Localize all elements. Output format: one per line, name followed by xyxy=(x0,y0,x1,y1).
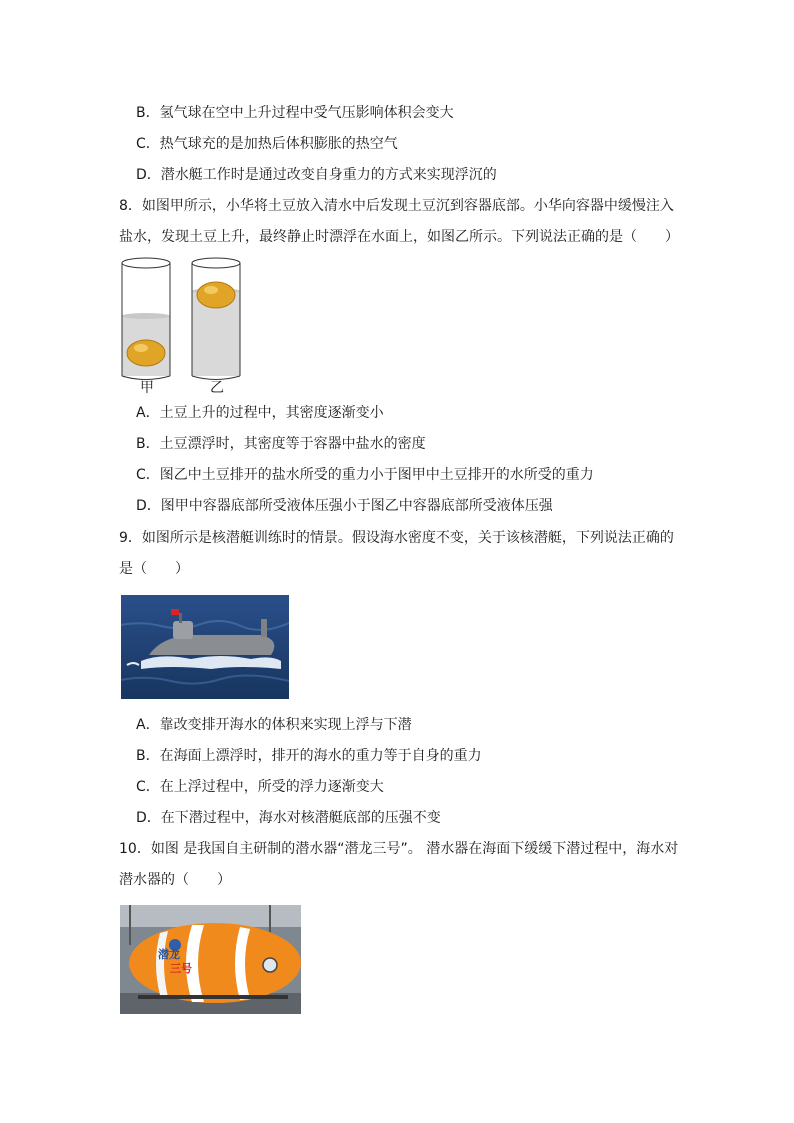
q8-option-c: C．图乙中土豆排开的盐水所受的重力小于图甲中土豆排开的水所受的重力 xyxy=(136,467,594,483)
potato-floating xyxy=(197,282,235,308)
potato-sunk xyxy=(127,340,165,366)
q8-stem-line1: 8．如图甲所示，小华将土豆放入清水中后发现土豆沉到容器底部。小华向容器中缓慢注入 xyxy=(119,198,674,214)
q7-option-b: B．氢气球在空中上升过程中受气压影响体积会变大 xyxy=(136,105,454,121)
q10-stem-line1: 10．如图 是我国自主研制的潜水器“潜龙三号”。 潜水器在海面下缓缓下潜过程中，海水对 xyxy=(119,841,679,857)
beaker-a xyxy=(122,258,170,380)
figure-label-jia: 甲 xyxy=(140,380,154,396)
q9-stem-line2: 是（ ） xyxy=(119,561,189,577)
q9-option-d: D．在下潜过程中，海水对核潜艇底部的压强不变 xyxy=(136,810,441,826)
q7-option-d: D．潜水艇工作时是通过改变自身重力的方式来实现浮沉的 xyxy=(136,167,497,183)
figure-label-yi: 乙 xyxy=(210,380,224,396)
q7-option-c: C．热气球充的是加热后体积膨胀的热空气 xyxy=(136,136,398,152)
q10-stem-line2: 潜水器的（ ） xyxy=(119,872,231,888)
q9-option-c: C．在上浮过程中，所受的浮力逐渐变大 xyxy=(136,779,384,795)
q9-stem-line1: 9．如图所示是核潜艇训练时的情景。假设海水密度不变，关于该核潜艇，下列说法正确的 xyxy=(119,530,674,546)
q8-option-a: A．土豆上升的过程中，其密度逐渐变小 xyxy=(136,405,384,421)
submarine-photo xyxy=(121,595,289,699)
submersible-photo xyxy=(120,905,301,1014)
hull-text-2: 三号 xyxy=(170,962,192,975)
q8-option-b: B．土豆漂浮时，其密度等于容器中盐水的密度 xyxy=(136,436,426,452)
q9-option-b: B．在海面上漂浮时，排开的海水的重力等于自身的重力 xyxy=(136,748,482,764)
submersible-drawing xyxy=(120,905,301,1014)
q9-option-a: A．靠改变排开海水的体积来实现上浮与下潜 xyxy=(136,717,412,733)
q8-stem-line2: 盐水，发现土豆上升，最终静止时漂浮在水面上，如图乙所示。下列说法正确的是（ ） xyxy=(119,229,679,245)
q8-beakers-figure xyxy=(112,253,252,383)
hull-text-1: 潜龙 xyxy=(158,948,180,961)
q8-option-d: D．图甲中容器底部所受液体压强小于图乙中容器底部所受液体压强 xyxy=(136,498,553,514)
beaker-b xyxy=(192,258,240,380)
